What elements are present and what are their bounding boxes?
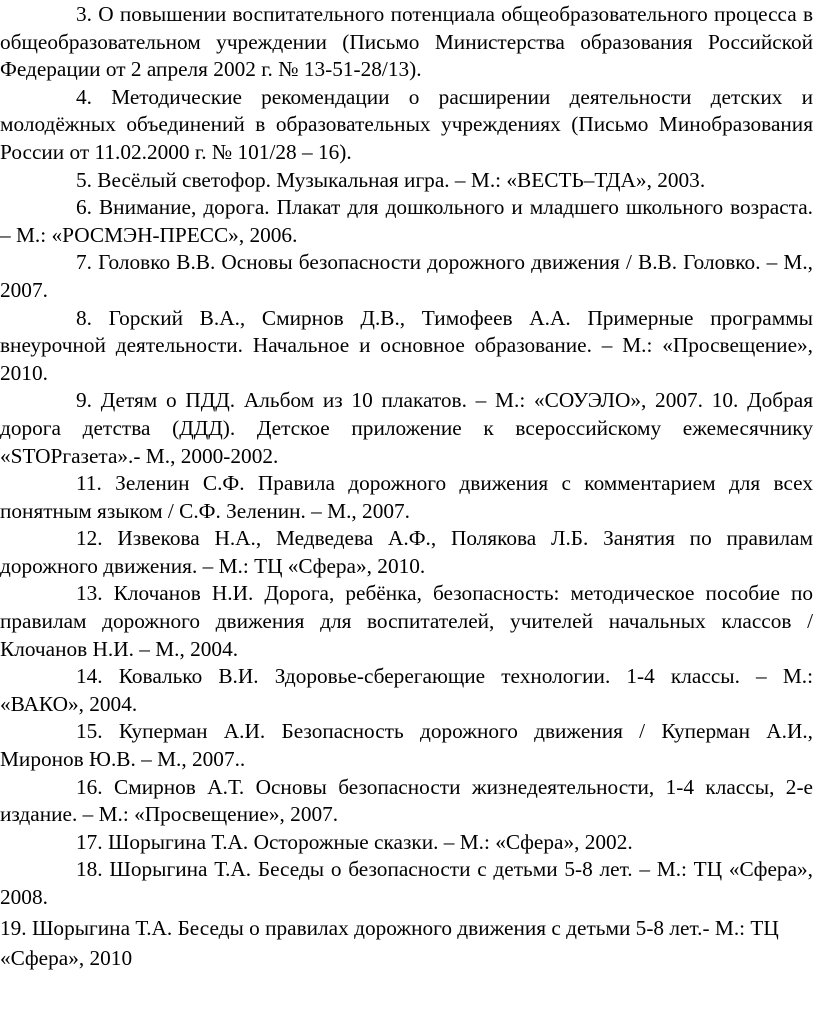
reference-item-7: 7. Головко В.В. Основы безопасности дорожного движения / В.В. Головко. – М., 2007.	[0, 250, 813, 302]
reference-item-5: 5. Весёлый светофор. Музыкальная игра. – М.: «ВЕСТЬ–ТДА», 2003.	[76, 167, 706, 192]
reference-item-17: 17. Шорыгина Т.А. Осторожные сказки. – М.: «Сфера», 2002.	[76, 829, 633, 854]
reference-item-9: 9. Детям о ПДД. Альбом из 10 плакатов. – М.: «СОУЭЛО», 2007. 10. Добрая дорога детства (ДДД). Детское приложение к всероссийскому ежемесячнику «STOPгазета».- М., 2000-2002.	[0, 388, 813, 468]
reference-item-15: 15. Куперман А.И. Безопасность дорожного движения / Куперман А.И., Миронов Ю.В. – М., 2007..	[0, 719, 813, 772]
reference-item-14: 14. Ковалько В.И. Здоровье-сберегающие технологии. 1-4 классы. – М.: «ВАКО», 2004.	[0, 664, 813, 716]
reference-item-11: 11. Зеленин С.Ф. Правила дорожного движения с комментарием для всех понятным языком / С.Ф. Зеленин. – М., 2007.	[0, 471, 813, 523]
reference-item-13: 13. Клочанов Н.И. Дорога, ребёнка, безопасность: методическое пособие по правилам дорожного движения для воспитателей, учителей начальных классов / Клочанов Н.И. – М., 2004.	[0, 581, 813, 661]
reference-item-6: 6. Внимание, дорога. Плакат для дошкольного и младшего школьного возраста. – М.: «РОСМЭН-ПРЕСС», 2006.	[0, 195, 813, 247]
reference-item-3: 3. О повышении воспитательного потенциала общеобразовательного процесса в общеобразовательном учреждении (Письмо Министерства образования Российской Федерации от 2 апреля 2002 г. № 13-51-28/13).	[0, 2, 813, 82]
reference-item-12: 12. Извекова Н.А., Медведева А.Ф., Полякова Л.Б. Занятия по правилам дорожного движения. – М.: ТЦ «Сфера», 2010.	[0, 526, 813, 578]
reference-item-16: 16. Смирнов А.Т. Основы безопасности жизнедеятельности, 1-4 классы, 2-е издание. – М.: «Просвещение», 2007.	[0, 774, 813, 827]
reference-item-19: 19. Шорыгина Т.А. Беседы о правилах дорожного движения с детьми 5-8 лет.- М.: ТЦ «Сфера», 2010	[0, 915, 779, 970]
reference-item-18: 18. Шорыгина Т.А. Беседы о безопасности с детьми 5-8 лет. – М.: ТЦ «Сфера», 2008.	[0, 857, 813, 909]
reference-item-8: 8. Горский В.А., Смирнов Д.В., Тимофеев А.А. Примерные программы внеурочной деятельности. Начальное и основное образование. – М.: «Просвещение», 2010.	[0, 305, 813, 385]
reference-item-4: 4. Методические рекомендации о расширении деятельности детских и молодёжных объединений в образовательных учреждениях (Письмо Минобразования России от 11.02.2000 г. № 101/28 – 16).	[0, 84, 813, 164]
